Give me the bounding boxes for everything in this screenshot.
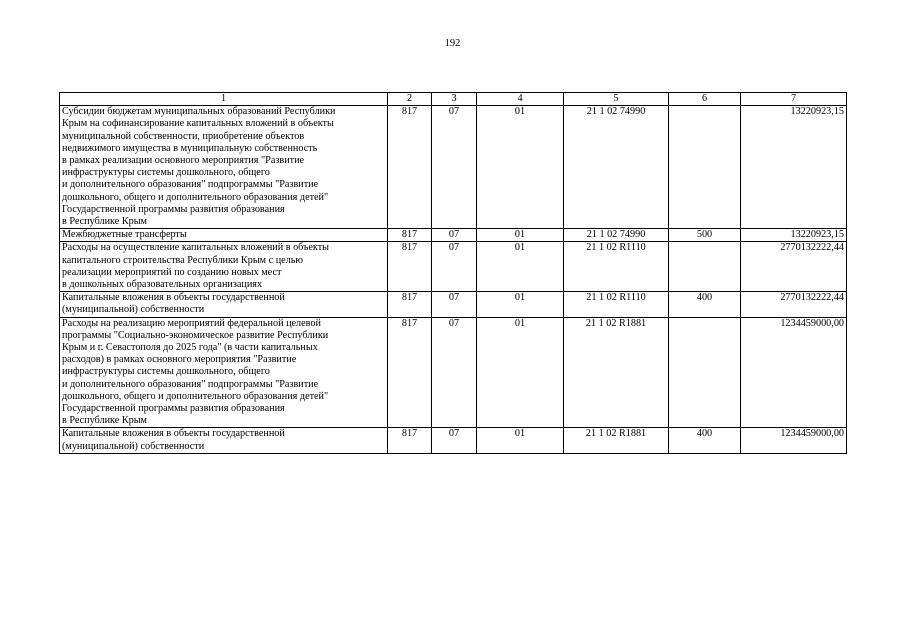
subsection-code: 01 (477, 292, 564, 317)
row-description: Капитальные вложения в объекты государственной (муниципальной) собственности (60, 428, 388, 453)
row-description: Субсидии бюджетам муниципальных образований Республики Крым на софинансирование капитальных вложений в объекты муниципальной собственности, приобретение объектов недвижимого имущества в муниципальную собственность в рамках реализации основного мероприятия "Развитие инфраструктуры системы дошкольного, общего и дополнительного образования" подпрограммы "Развитие дошкольного, общего и дополнительного образования детей" Государственной программы развития образования в Республике Крым (60, 106, 388, 229)
target-code: 21 1 02 74990 (564, 106, 669, 229)
row-description: Расходы на осуществление капитальных вложений в объекты капитального строительства Республики Крым с целью реализации мероприятий по созданию новых мест в дошкольных образовательных организациях (60, 242, 388, 292)
expense-type-code: 400 (669, 292, 741, 317)
subsection-code: 01 (477, 428, 564, 453)
column-header: 2 (388, 93, 432, 106)
amount: 13220923,15 (741, 229, 847, 242)
amount: 2770132222,44 (741, 292, 847, 317)
table-row (60, 242, 847, 292)
section-code: 07 (432, 317, 477, 428)
amount: 2770132222,44 (741, 242, 847, 292)
column-header: 6 (669, 93, 741, 106)
ministry-code: 817 (388, 106, 432, 229)
target-code: 21 1 02 R1881 (564, 428, 669, 453)
ministry-code: 817 (388, 317, 432, 428)
section-code: 07 (432, 229, 477, 242)
section-code: 07 (432, 428, 477, 453)
ministry-code: 817 (388, 229, 432, 242)
column-header: 1 (60, 93, 388, 106)
ministry-code: 817 (388, 242, 432, 292)
row-description: Капитальные вложения в объекты государственной (муниципальной) собственности (60, 292, 388, 317)
subsection-code: 01 (477, 106, 564, 229)
section-code: 07 (432, 242, 477, 292)
target-code: 21 1 02 R1881 (564, 317, 669, 428)
target-code: 21 1 02 R1110 (564, 292, 669, 317)
expense-type-code: 500 (669, 229, 741, 242)
expense-type-code (669, 242, 741, 292)
ministry-code: 817 (388, 428, 432, 453)
column-header: 5 (564, 93, 669, 106)
table-row (60, 292, 847, 317)
table-row (60, 428, 847, 453)
subsection-code: 01 (477, 317, 564, 428)
section-code: 07 (432, 292, 477, 317)
page-number: 192 (444, 38, 461, 49)
table-row (60, 229, 847, 242)
table-row (60, 317, 847, 428)
target-code: 21 1 02 R1110 (564, 242, 669, 292)
expense-type-code (669, 317, 741, 428)
column-header: 4 (477, 93, 564, 106)
row-description: Межбюджетные трансферты (60, 229, 388, 242)
amount: 13220923,15 (741, 106, 847, 229)
subsection-code: 01 (477, 242, 564, 292)
budget-table (59, 92, 847, 454)
column-header: 7 (741, 93, 847, 106)
subsection-code: 01 (477, 229, 564, 242)
amount: 1234459000,00 (741, 317, 847, 428)
header-row (60, 93, 847, 106)
amount: 1234459000,00 (741, 428, 847, 453)
section-code: 07 (432, 106, 477, 229)
column-header: 3 (432, 93, 477, 106)
expense-type-code (669, 106, 741, 229)
table-row (60, 106, 847, 229)
ministry-code: 817 (388, 292, 432, 317)
row-description: Расходы на реализацию мероприятий федеральной целевой программы "Социально-экономическое развитие Республики Крым и г. Севастополя до 2025 года" (в части капитальных расходов) в рамках основного мероприятия "Развитие инфраструктуры системы дошкольного, общего и дополнительного образования" подпрограммы "Развитие дошкольного, общего и дополнительного образования детей" Государственной программы развития образования в Республике Крым (60, 317, 388, 428)
target-code: 21 1 02 74990 (564, 229, 669, 242)
expense-type-code: 400 (669, 428, 741, 453)
